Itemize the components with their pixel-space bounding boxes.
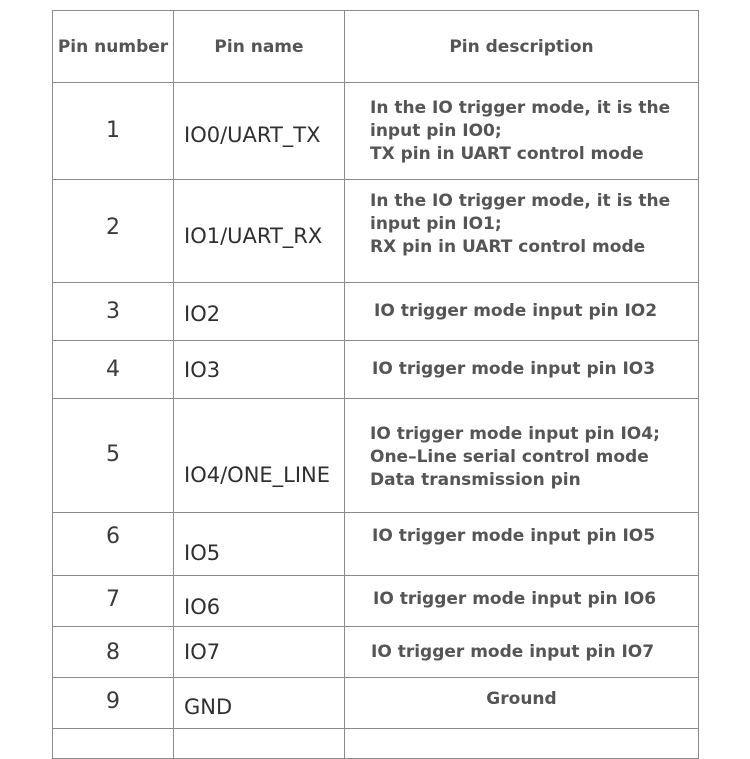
description-line: TX pin in UART control mode (370, 143, 644, 164)
pin-name: IO1/UART_RX (174, 180, 345, 283)
description-line: IO trigger mode input pin IO3 (372, 359, 656, 379)
table-row-partial (53, 729, 699, 759)
pin-number: 8 (53, 627, 174, 678)
description-line: IO trigger mode input pin IO6 (373, 588, 657, 609)
empty-cell (345, 729, 699, 759)
description-line: IO trigger mode input pin IO4; (370, 424, 660, 444)
description-line: input pin IO1; (370, 213, 502, 234)
pin-number: 1 (53, 83, 174, 180)
header-pin-description: Pin description (345, 11, 699, 83)
header-row (53, 11, 699, 83)
description-line: Data transmission pin (370, 470, 581, 490)
table-row (53, 180, 699, 283)
pin-name: IO0/UART_TX (174, 83, 345, 180)
table-row (53, 341, 699, 399)
pin-name: IO7 (174, 627, 345, 678)
pin-description (345, 576, 699, 627)
description-line: input pin IO0; (370, 120, 502, 141)
pin-number: 3 (53, 283, 174, 341)
pin-description (345, 341, 699, 399)
description-line: IO trigger mode input pin IO2 (374, 301, 658, 321)
pin-description (345, 83, 699, 180)
pin-description (345, 283, 699, 341)
table-row (53, 678, 699, 729)
table-row (53, 513, 699, 576)
description-line: IO trigger mode input pin IO7 (371, 641, 655, 662)
pin-number: 9 (53, 678, 174, 729)
description-line: In the IO trigger mode, it is the (370, 190, 671, 211)
pin-name: IO4/ONE_LINE (174, 399, 345, 513)
pin-description (345, 180, 699, 283)
pin-name: IO5 (174, 513, 345, 576)
description-line: IO trigger mode input pin IO5 (372, 525, 656, 546)
pin-name: IO6 (174, 576, 345, 627)
pin-description (345, 678, 699, 729)
pin-number: 7 (53, 576, 174, 627)
pin-number: 4 (53, 341, 174, 399)
description-line: RX pin in UART control mode (370, 236, 646, 257)
header-pin-name: Pin name (174, 11, 345, 83)
pin-number: 5 (53, 399, 174, 513)
empty-cell (53, 729, 174, 759)
header-pin-number: Pin number (53, 11, 174, 83)
description-line: In the IO trigger mode, it is the (370, 97, 671, 118)
description-line: One–Line serial control mode (370, 447, 649, 467)
pin-table (52, 10, 699, 759)
pin-description (345, 399, 699, 513)
pin-number: 6 (53, 513, 174, 576)
pin-name: IO2 (174, 283, 345, 341)
table-row (53, 283, 699, 341)
pin-description (345, 627, 699, 678)
pin-description (345, 513, 699, 576)
table-row (53, 627, 699, 678)
table-row (53, 83, 699, 180)
pin-name: IO3 (174, 341, 345, 399)
empty-cell (174, 729, 345, 759)
pin-number: 2 (53, 180, 174, 283)
pin-name: GND (174, 678, 345, 729)
table-row (53, 576, 699, 627)
table-row (53, 399, 699, 513)
description-line: Ground (486, 688, 557, 709)
